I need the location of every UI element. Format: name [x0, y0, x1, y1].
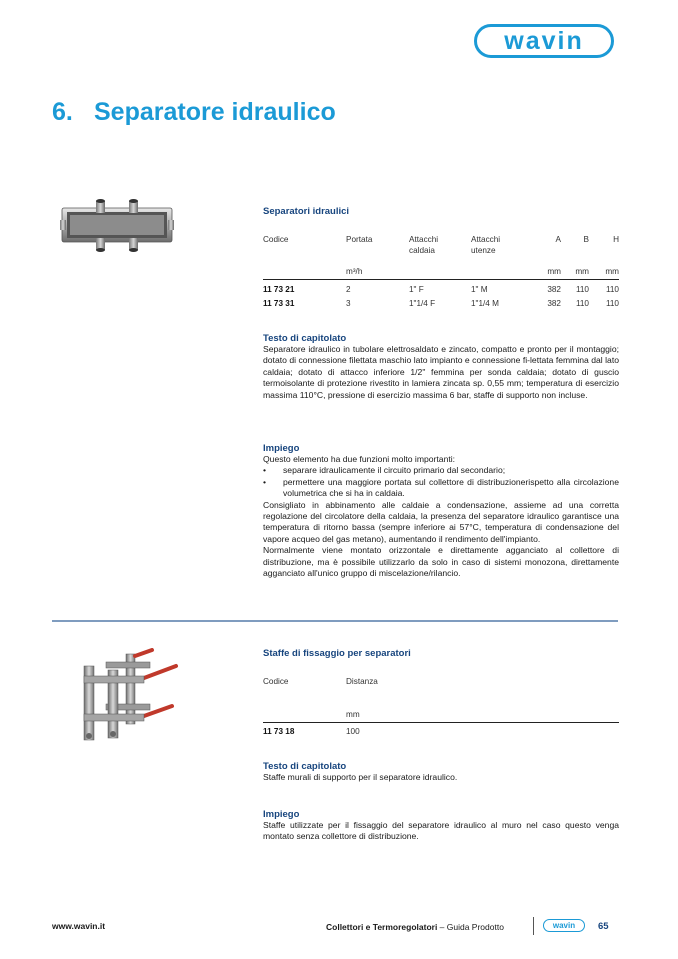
cell-caldaia: 1" F: [409, 285, 424, 294]
page-number: 65: [598, 921, 609, 932]
cell-h: 110: [605, 299, 619, 308]
impiego-text: [263, 820, 619, 843]
col-header: Codice: [263, 677, 289, 686]
capitolato-paragraph: Staffe murali di supporto per il separatore idraulico.: [263, 772, 458, 782]
capitolato-text: [263, 344, 619, 401]
table-rule: [263, 279, 619, 280]
impiego-intro: Questo elemento ha due funzioni molto importanti:: [263, 454, 456, 464]
cell-portata: 2: [346, 285, 351, 294]
cell-b: 110: [575, 299, 589, 308]
bullet-mark: •: [263, 476, 267, 487]
col-header: A: [555, 235, 561, 244]
cell-portata: 3: [346, 299, 351, 308]
cell-b: 110: [575, 285, 589, 294]
cell-utenze: 1"1/4 M: [471, 299, 499, 308]
impiego-heading: Impiego: [263, 443, 300, 454]
chapter-title: Separatore idraulico: [94, 98, 336, 126]
cell-caldaia: 1"1/4 F: [409, 299, 436, 308]
brackets-product-image: [80, 648, 184, 744]
capitolato-heading: Testo di capitolato: [263, 333, 347, 344]
cell-a: 382: [547, 285, 561, 294]
col-header: Distanza: [346, 677, 378, 686]
col-unit: mm: [575, 267, 589, 276]
page-title: [52, 98, 336, 127]
col-header-line2: caldaia: [409, 246, 435, 255]
logo-text: wavin: [504, 26, 584, 55]
footer-guide-rest: – Guida Prodotto: [437, 922, 504, 932]
footer-separator: [533, 917, 534, 935]
impiego-paragraph: Staffe utilizzate per il fissaggio del separatore idraulico al muro nel caso questo venga montato senza collettore di distribuzione.: [263, 820, 619, 842]
footer-guide-bold: Collettori e Termoregolatori: [326, 922, 438, 932]
col-header: H: [613, 235, 619, 244]
col-unit: mm: [605, 267, 619, 276]
chapter-number: 6.: [52, 98, 73, 126]
col-unit: mm: [547, 267, 561, 276]
wavin-logo: [474, 24, 614, 58]
cell-codice: 11 73 18: [263, 727, 295, 736]
impiego-paragraph: Consigliato in abbinamento alle caldaie a condensazione, assieme ad una corretta regolazione del circolatore della caldaia, la presenza del separatore idraulico garantisce una temperatura di ritorno bassa (sempre inferiore ai 57°C, temperatura di condensazione del vapore acqueo del gas metano), aumentando il rendimento dell'impianto.: [263, 499, 619, 544]
footer-guide-title: [326, 922, 504, 932]
col-unit: m³/h: [346, 267, 363, 276]
footer-logo-text: wavin: [552, 921, 576, 930]
col-header: Codice: [263, 235, 289, 244]
capitolato-text: [263, 772, 619, 783]
cell-codice: 11 73 21: [263, 285, 295, 294]
bullet-mark: •: [263, 465, 267, 476]
cell-a: 382: [547, 299, 561, 308]
col-header: B: [583, 235, 589, 244]
bullet-text: separare idraulicamente il circuito primario dal secondario;: [283, 465, 506, 476]
bullet-text: permettere una maggiore portata sul collettore di distribuzionerispetto alla circolazione volumetrica che si ha in caldaia.: [283, 476, 619, 499]
col-header: Attacchi: [471, 235, 501, 244]
capitolato-heading: Testo di capitolato: [263, 761, 347, 772]
section-divider: [52, 620, 618, 622]
footer-website[interactable]: www.wavin.it: [52, 921, 106, 931]
table-rule: [263, 722, 619, 723]
impiego-paragraph: Normalmente viene montato orizzontale e direttamente agganciato al collettore di distribuzione, ma è possibile utilizzarlo da solo in caso di sistemi monozona, direttamente agganciato all'unico gruppo di miscelazione/rilancio.: [263, 545, 619, 579]
capitolato-paragraph: Separatore idraulico in tubolare elettrosaldato e zincato, compatto e pronto per il montaggio; dotato di connessione filettata maschio lato impianto e connessione fi-lettata femmina dal lato caldaia; dotato di attacco inferiore 1/2" femmina per sonda caldaia; dotato di guscio termoisolante di protezione rivestito in lamiera zincata sp. 0,55 mm; temperatura di esercizio massima 110°C, pressione di esercizio massima 6 bar, staffe di supporto non incluse.: [263, 344, 619, 400]
cell-codice: 11 73 31: [263, 299, 295, 308]
cell-distanza: 100: [346, 727, 360, 736]
footer-wavin-logo: [543, 919, 585, 932]
separator-product-image: [60, 198, 174, 256]
col-header-line2: utenze: [471, 246, 496, 255]
cell-h: 110: [605, 285, 619, 294]
section-heading-staffe: Staffe di fissaggio per separatori: [263, 648, 411, 659]
list-item: [263, 477, 619, 500]
col-unit: mm: [346, 710, 360, 719]
col-header: Attacchi: [409, 235, 439, 244]
list-item: [263, 465, 619, 476]
cell-utenze: 1" M: [471, 285, 488, 294]
impiego-text: [263, 454, 619, 579]
section-heading-separatori: Separatori idraulici: [263, 206, 350, 217]
impiego-heading: Impiego: [263, 809, 300, 820]
col-header: Portata: [346, 235, 373, 244]
